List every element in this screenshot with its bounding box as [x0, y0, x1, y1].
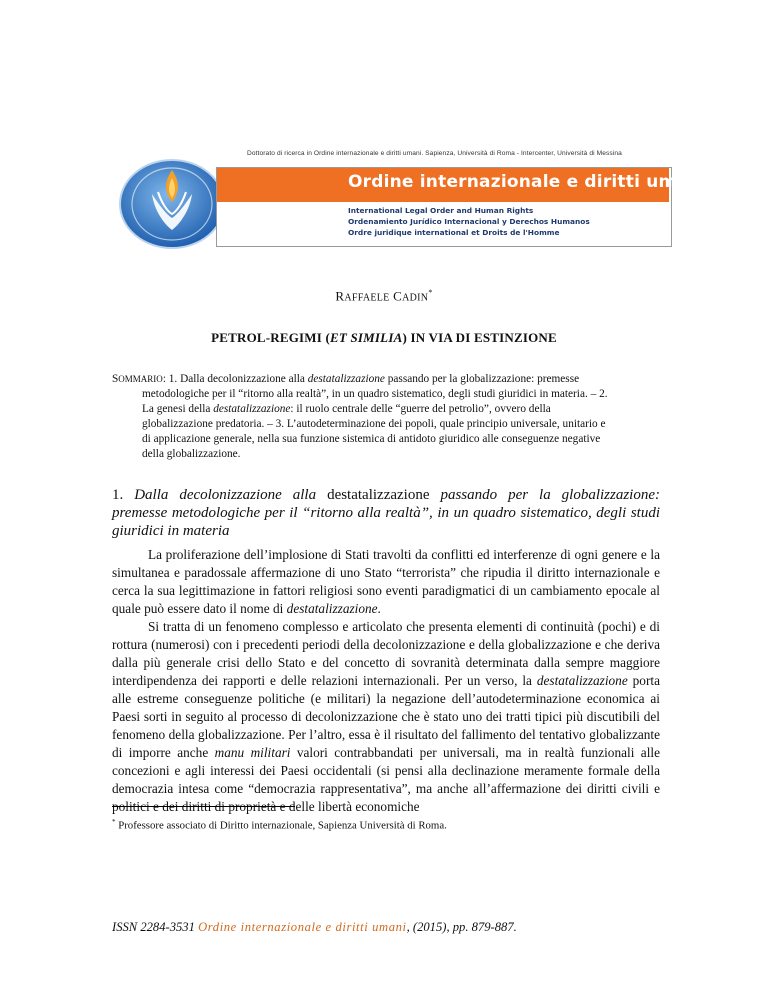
journal-banner-title: Ordine internazionale e diritti umani — [348, 172, 707, 192]
section-title-italic: passando per la globalizzazione: premesse metodologiche per il “ritorno alla realtà”, in un quadro sistematico, degli studi giuridici in materia — [112, 487, 660, 539]
title-italic: ET SIMILIA — [330, 330, 403, 345]
title-part: PETROL-REGIMI ( — [211, 330, 331, 345]
title-part: ) IN VIA DI ESTINZIONE — [402, 330, 557, 345]
page-footer — [112, 920, 517, 935]
author-last-rest: ADIN — [402, 292, 429, 304]
summary-block — [112, 372, 658, 461]
section-heading — [112, 486, 660, 540]
banner-subtitle-es: Ordenamiento Jurídico Internacional y Derechos Humanos — [348, 217, 590, 226]
summary-text: : 1. Dalla decolonizzazione alla — [162, 373, 308, 385]
paragraph-text: valori contrabbandati per universali, ma in realtà funzionali alle concezioni e agli interessi dei Paesi occidentali (si pensi alla declinazione meramente formale della democrazia intesa come “democrazia rappresentativa”, ma anche all’affermazione dei diritti civili e politici e dei diritti di proprietà e delle libertà economiche — [112, 745, 660, 814]
section-title-italic: Dalla decolonizzazione alla — [134, 487, 317, 503]
article-title — [0, 330, 768, 346]
footer-journal-name: Ordine internazionale e diritti umani — [198, 920, 407, 934]
footnote-mark: * — [112, 818, 116, 826]
banner-subtitle-fr: Ordre juridique international et Droits de l'Homme — [348, 228, 560, 237]
paragraph-italic: destatalizzazione — [536, 673, 628, 688]
summary-label-rest: OMMARIO — [118, 374, 163, 384]
summary-line: metodologiche per il “ritorno alla realtà”, in un quadro sistematico, degli studi giuridici in materia. – 2. — [142, 387, 608, 400]
article-author — [0, 288, 768, 304]
author-first-rest: AFFAELE — [344, 292, 390, 304]
paragraph-text: Si tratta di un fenomeno complesso e articolato che presenta elementi di continuità (pochi) e di rottura (numerosi) con i precedenti periodi della decolonizzazione e della globalizzazione e che deriva dalla più generale crisi dello Stato e del concetto di sovranità determinata dalla sempre maggiore interdipendenza dei rapporti e delle relazioni internazionali. Per un verso, la — [112, 619, 660, 688]
summary-text: passando per la globalizzazione: premesse — [384, 373, 580, 385]
summary-line: di applicazione generale, nella sua funzione sistemica di antidoto giuridico alle conseguenze negative — [142, 432, 601, 445]
section-number: 1. — [112, 487, 135, 503]
paragraph-italic: destatalizzazione — [286, 601, 378, 616]
author-footnote-mark: * — [428, 288, 433, 297]
summary-line — [112, 372, 658, 387]
section-title-roman: destatalizzazione — [316, 487, 441, 503]
paragraph-text: La proliferazione dell’implosione di Stati travolti da conflitti ed interferenze di ogni genere e la simultanea e paradossale affermazione di uno Stato “terrorista” che ripudia il diritto internazionale e cerca la sua legittimazione in fattori religiosi sono eventi paradigmatici di un cambiamento epocale al quale può essere dato il nome di — [112, 547, 660, 616]
summary-line: della globalizzazione. — [142, 447, 241, 460]
paragraph-italic: manu militari — [214, 745, 291, 760]
paragraph-text: . — [377, 601, 381, 616]
summary-line — [112, 402, 658, 417]
summary-label: S — [112, 373, 119, 385]
author-initial: R — [335, 288, 345, 304]
footer-pages: , (2015), pp. 879-887. — [406, 920, 517, 934]
footer-issn: ISSN 2284-3531 — [112, 920, 199, 934]
author-last-initial: C — [393, 288, 403, 304]
banner-subtitle-en: International Legal Order and Human Rights — [348, 206, 534, 215]
body-text — [112, 546, 660, 816]
header-top-line: Dottorato di ricerca in Ordine internazionale e diritti umani. Sapienza, Università di Roma - Intercenter, Università di Messina — [247, 150, 622, 157]
paragraph-text: porta alle estreme conseguenze politiche (e militari) la negazione dell’autodeterminazione economica ai Paesi sorti in seguito al processo di decolonizzazione che è stato uno dei tratti tipici più discutibili del fenomeno della globalizzazione. Per l’altro, essa è il risultato del fallimento del tentativo globalizzante di imporre anche — [112, 673, 660, 760]
summary-text: La genesi della — [142, 402, 214, 415]
summary-italic: destatalizzazione — [307, 373, 385, 385]
summary-text: : il ruolo centrale delle “guerre del petrolio”, ovvero della — [290, 402, 551, 415]
paragraph — [112, 546, 660, 618]
footnote — [112, 818, 447, 832]
paragraph — [112, 618, 660, 816]
summary-italic: destatalizzazione — [213, 402, 291, 415]
footnote-divider — [112, 806, 295, 807]
footnote-text: Professore associato di Diritto internazionale, Sapienza Università di Roma. — [115, 819, 447, 832]
summary-line: globalizzazione predatoria. – 3. L’autodeterminazione dei popoli, quale principio universale, unitario e — [142, 417, 606, 430]
